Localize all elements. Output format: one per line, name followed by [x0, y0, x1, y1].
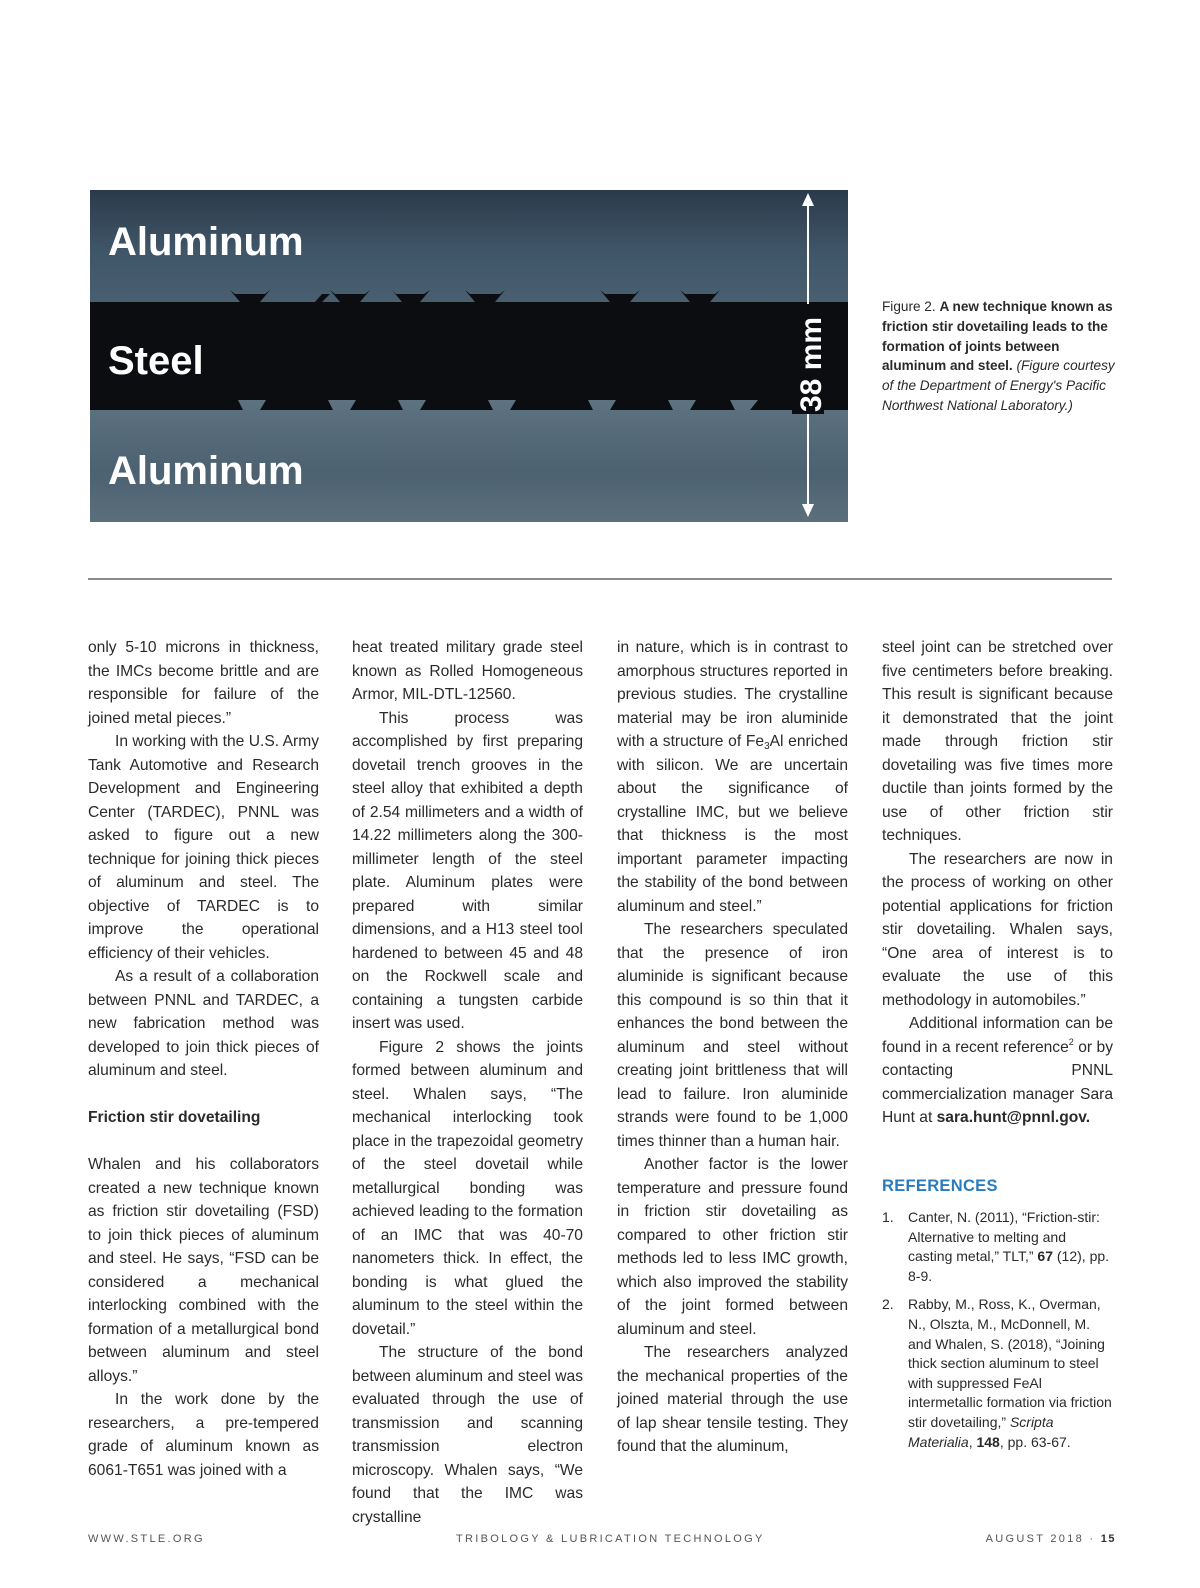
references-heading: REFERENCES — [882, 1176, 998, 1195]
text-run: or by contacting PNNL commercialization manager Sara Hunt at — [882, 1038, 1113, 1126]
page-footer — [88, 1533, 1116, 1549]
paragraph: steel joint can be stretched over five centimeters before breaking. This result is significant because it demonstrated that the joint made through friction stir dovetailing was five times more ductile than joints formed by the use of other friction stir techniques. — [882, 639, 1113, 844]
text-run: Additional information can be found in a recent reference — [882, 1015, 1113, 1056]
caption-title: A new technique known as friction stir dovetailing leads to the formation of joints between aluminum and steel. — [882, 299, 1113, 374]
figure-label-aluminum-top: Aluminum — [108, 220, 304, 264]
section-divider — [88, 578, 1112, 580]
reference-volume: 67 — [1037, 1248, 1053, 1265]
figure-dimension-label: 38 mm — [795, 316, 828, 412]
article-column-2 — [352, 636, 583, 1529]
paragraph: The researchers speculated that the presence of iron aluminide is significant because this compound is so thin that it enhances the bond between the aluminum and steel without creating joint brittleness that will lead to failure. Iron aluminide strands were found to be 1,000 times thinner than a human hair. — [617, 921, 848, 1150]
text-run: Canter, N. (2011), “Friction-stir: Alternative to melting and casting metal,” TLT,” — [908, 1209, 1100, 1265]
footer-website[interactable]: WWW.STLE.ORG — [88, 1533, 205, 1545]
paragraph — [617, 636, 848, 918]
text-run: , pp. 63-67. — [999, 1433, 1071, 1450]
contact-email-link[interactable]: sara.hunt@pnnl.gov. — [936, 1109, 1091, 1126]
paragraph: The researchers analyzed the mechanical properties of the joined material through the use of lap shear tensile testing. They found that the aluminum, — [617, 1344, 848, 1455]
reference-item — [882, 1295, 1113, 1452]
reference-volume: 148 — [976, 1433, 1000, 1450]
paragraph: In the work done by the researchers, a pre-tempered grade of aluminum known as 6061-T651 was joined with a — [88, 1391, 319, 1479]
footer-publication: TRIBOLOGY & LUBRICATION TECHNOLOGY — [456, 1533, 765, 1545]
paragraph: This process was accomplished by first preparing dovetail trench grooves in the steel alloy that exhibited a depth of 2.54 millimeters and a width of 14.22 millimeters along the 300-millimeter length of the steel plate. Aluminum plates were prepared with similar dimensions, and a H13 steel tool hardened to between 45 and 48 on the Rockwell scale and containing a tungsten carbide insert was used. — [352, 709, 583, 1032]
reference-item — [882, 1208, 1113, 1286]
caption-label: Figure 2. — [882, 299, 936, 314]
reference-superscript: 2 — [1068, 1036, 1074, 1047]
article-column-4 — [882, 636, 1113, 1461]
subscript: 3 — [764, 741, 770, 752]
article-column-1 — [88, 636, 319, 1482]
paragraph: As a result of a collaboration between PNNL and TARDEC, a new fabrication method was developed to join thick pieces of aluminum and steel. — [88, 968, 319, 1079]
caption-credit: (Figure courtesy of the Department of Energy's Pacific Northwest National Laboratory.) — [882, 358, 1115, 413]
text-run: (12), pp. 8-9. — [908, 1248, 1110, 1284]
figure-label-aluminum-bottom: Aluminum — [108, 449, 304, 493]
figure-label-steel: Steel — [108, 339, 204, 383]
paragraph: Figure 2 shows the joints formed between aluminum and steel. Whalen says, “The mechanical interlocking took place in the trapezoidal geometry of the steel dovetail while metallurgical bonding was achieved leading to the formation of an IMC that was 40-70 nanometers thick. In effect, the bonding is what glued the aluminum to the steel within the dovetail.” — [352, 1038, 583, 1338]
figure-2-photo — [90, 190, 848, 522]
page-number: 15 — [1100, 1533, 1116, 1545]
text-run: Rabby, M., Ross, K., Overman, N., Olszta, M., McDonnell, M. and Whalen, S. (2018), “Joining thick section aluminum to steel with suppressed FeAl intermetallic formation via friction stir dovetailing,” — [908, 1296, 1112, 1430]
paragraph: The structure of the bond between aluminum and steel was evaluated through the use of transmission and scanning transmission electron microscopy. Whalen says, “We found that the IMC was crystalline — [352, 1344, 583, 1526]
text-run: Al enriched with silicon. We are uncertain about the significance of crystalline IMC, but we believe that thickness is the most important parameter impacting the stability of the bond between aluminum and steel.” — [617, 733, 849, 915]
paragraph: Whalen and his collaborators created a new technique known as friction stir dovetailing (FSD) to join thick pieces of aluminum and steel. He says, “FSD can be considered a mechanical interlocking combined with the formation of a metallurgical bond between aluminum and steel alloys.” — [88, 1156, 319, 1385]
paragraph: only 5-10 microns in thickness, the IMCs become brittle and are responsible for failure of the joined metal pieces.” — [88, 639, 319, 727]
paragraph — [882, 1012, 1113, 1130]
cross-section-image — [90, 190, 848, 522]
paragraph: The researchers are now in the process of working on other potential applications for friction stir dovetailing. Whalen says, “One area of interest is to evaluate the use of this methodology in automobiles.” — [882, 850, 1113, 1009]
figure-caption — [882, 297, 1122, 416]
text-run: , — [968, 1433, 977, 1450]
reference-journal: Scripta Materialia — [908, 1413, 1054, 1450]
text-run: in nature, which is in contrast to amorphous structures reported in previous studies. The crystalline material may be iron aluminide with a structure of Fe — [617, 639, 848, 750]
footer-date-page — [986, 1533, 1116, 1545]
paragraph: In working with the U.S. Army Tank Automotive and Research Development and Engineering Center (TARDEC), PNNL was asked to figure out a new technique for joining thick pieces of aluminum and steel. The objective of TARDEC is to improve the operational efficiency of their vehicles. — [88, 733, 319, 962]
paragraph: Another factor is the lower temperature and pressure found in friction stir dovetailing as compared to other friction stir methods led to less IMC growth, which also improved the stability of the joint formed between aluminum and steel. — [617, 1156, 848, 1338]
reference-number: 1. — [882, 1209, 894, 1225]
article-column-3 — [617, 636, 848, 1459]
paragraph: heat treated military grade steel known as Rolled Homogeneous Armor, MIL-DTL-12560. — [352, 639, 583, 703]
reference-number: 2. — [882, 1296, 894, 1313]
footer-date: AUGUST 2018 · — [985, 1533, 1096, 1545]
section-heading: Friction stir dovetailing — [88, 1109, 261, 1126]
